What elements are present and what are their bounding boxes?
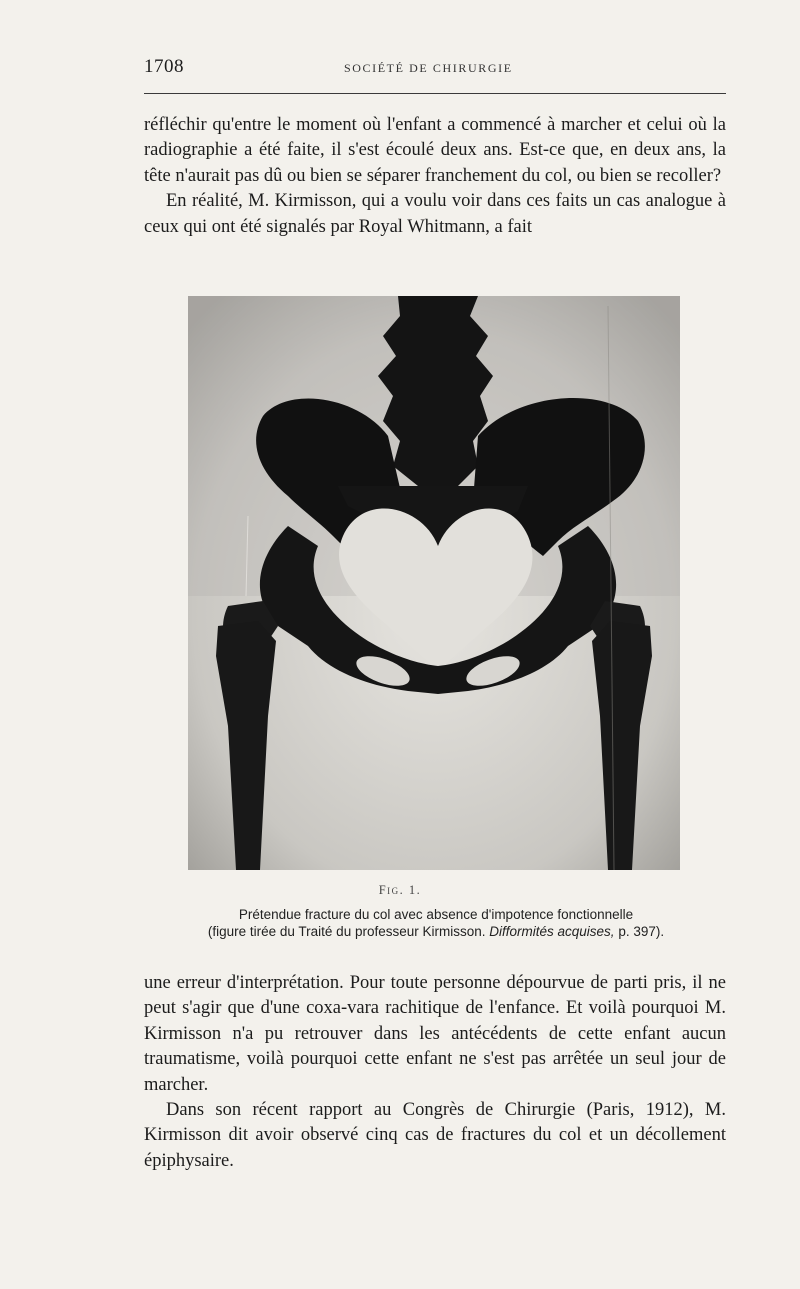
caption-line-2 — [160, 923, 712, 940]
paragraph: réfléchir qu'entre le moment où l'enfant a commencé à marcher et celui où la radiographie a été faite, il s'est écoulé deux ans. Est-ce que, en deux ans, la tête n'aurait pas dû ou bien se séparer franchement du col, ou bien se recoller? — [144, 115, 726, 186]
running-head: SOCIÉTÉ DE CHIRURGIE — [344, 61, 513, 75]
figure-caption — [160, 906, 712, 940]
page-number: 1708 — [144, 56, 184, 77]
caption-prefix: (figure tirée du Traité du professeur Kirmisson. — [207, 924, 486, 939]
caption-line-1: Prétendue fracture du col avec absence d'impotence fonctionnelle — [238, 907, 634, 922]
top-text-block — [144, 113, 726, 240]
radiograph-figure — [188, 296, 680, 870]
figure-label: Fig. 1. — [378, 883, 422, 897]
bottom-text-block — [144, 971, 726, 1174]
paragraph: Dans son récent rapport au Congrès de Chirurgie (Paris, 1912), M. Kirmisson dit avoir observé cinq cas de fractures du col et un décollement épiphysaire. — [144, 1100, 726, 1171]
page-header — [144, 56, 726, 82]
caption-suffix: p. 397). — [618, 924, 665, 939]
paragraph: En réalité, M. Kirmisson, qui a voulu voir dans ces faits un cas analogue à ceux qui ont été signalés par Royal Whitmann, a fait — [144, 191, 726, 237]
paragraph: une erreur d'interprétation. Pour toute personne dépourvue de parti pris, il ne peut s'agir que d'une coxa-vara rachitique de l'enfance. Et voilà pourquoi M. Kirmisson n'a pu retrouver dans les antécédents de cette enfant aucun traumatisme, voilà pourquoi cette enfant ne s'est pas arrêtée un seul jour de marcher. — [144, 973, 726, 1095]
pelvis-radiograph-image — [188, 296, 680, 870]
header-rule — [144, 93, 726, 94]
caption-book-title: Difformités acquises, — [489, 924, 615, 939]
